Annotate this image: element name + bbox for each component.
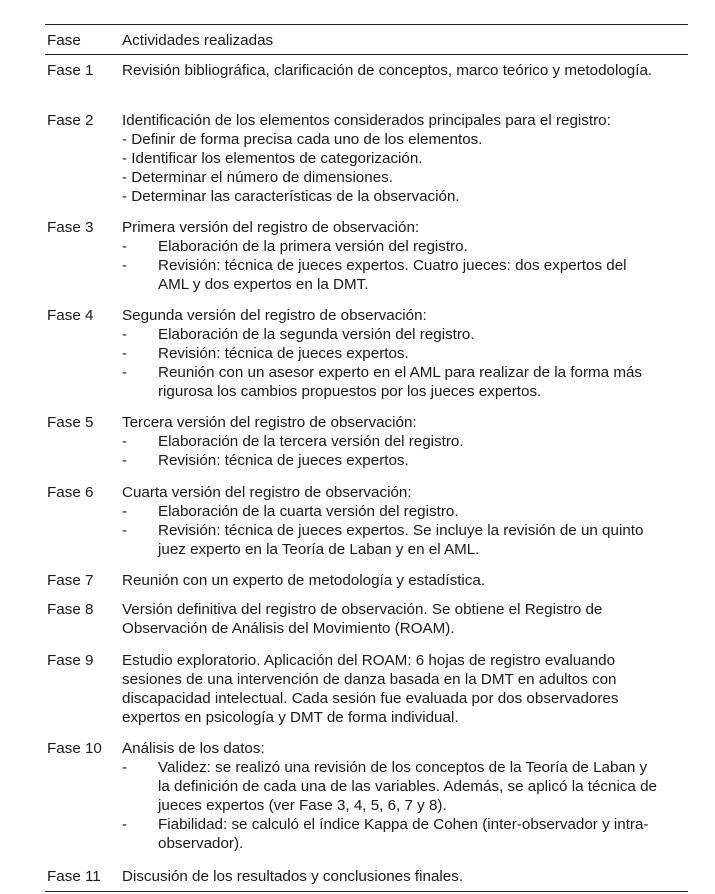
activity-cell — [122, 483, 688, 559]
bullet-list — [122, 758, 688, 853]
activity-line: discapacidad intelectual. Cada sesión fue evaluada por dos observadores — [122, 690, 619, 707]
phase-label: Fase 10 — [47, 740, 102, 757]
bullet-text: la definición de cada una de las variables. Además, se aplicó la técnica de — [158, 778, 657, 795]
bullet-text: juez experto en la Teoría de Laban y en el AML. — [158, 541, 480, 558]
bullet-text: Revisión: técnica de jueces expertos. — [158, 345, 409, 362]
bullet-dash: - — [122, 345, 128, 362]
header-activities: Actividades realizadas — [122, 32, 274, 49]
header-rule — [45, 54, 688, 55]
activity-cell — [122, 739, 688, 853]
activity-line: - Identificar los elementos de categorización. — [122, 150, 423, 167]
activity-line: Discusión de los resultados y conclusiones finales. — [122, 868, 464, 885]
activity-cell — [122, 571, 688, 590]
header-phase: Fase — [47, 32, 81, 49]
bullet-dash: - — [122, 238, 128, 255]
bullet-list — [122, 432, 688, 470]
activity-cell — [122, 600, 688, 638]
bullet-dash: - — [122, 503, 128, 520]
bullet-dash: - — [122, 364, 128, 381]
bullet-item — [122, 363, 688, 401]
bullet-text: Reunión con un asesor experto en el AML para realizar de la forma más — [158, 364, 643, 381]
bullet-item — [122, 758, 688, 815]
activity-line: Reunión con un experto de metodología y estadística. — [122, 572, 486, 589]
activity-cell — [122, 413, 688, 470]
phase-label: Fase 8 — [47, 601, 94, 618]
activity-line: - Determinar el número de dimensiones. — [122, 169, 393, 186]
bullet-text: Revisión: técnica de jueces expertos. — [158, 452, 409, 469]
phase-label: Fase 3 — [47, 219, 94, 236]
bullet-item — [122, 521, 688, 559]
activity-line: Versión definitiva del registro de observación. Se obtiene el Registro de — [122, 601, 603, 618]
activity-line: sesiones de una intervención de danza basada en la DMT en adultos con — [122, 671, 617, 688]
activity-cell — [122, 651, 688, 727]
bullet-dash: - — [122, 759, 128, 776]
bullet-text: AML y dos expertos en la DMT. — [158, 276, 369, 293]
activity-line: Observación de Análisis del Movimiento (ROAM). — [122, 620, 455, 637]
activity-line: Análisis de los datos: — [122, 740, 265, 757]
bullet-item — [122, 237, 688, 256]
bullet-dash: - — [122, 257, 128, 274]
activity-cell — [122, 111, 688, 206]
bullet-item — [122, 432, 688, 451]
bullet-text: Revisión: técnica de jueces expertos. Se incluye la revisión de un quinto — [158, 522, 644, 539]
activity-line: Cuarta versión del registro de observación: — [122, 484, 412, 501]
phase-label: Fase 7 — [47, 572, 94, 589]
bullet-text: observador). — [158, 835, 244, 852]
activity-line: - Definir de forma precisa cada uno de los elementos. — [122, 131, 483, 148]
bullet-dash: - — [122, 452, 128, 469]
bullet-text: Revisión: técnica de jueces expertos. Cuatro jueces: dos expertos del — [158, 257, 627, 274]
activity-line: Estudio exploratorio. Aplicación del ROAM: 6 hojas de registro evaluando — [122, 652, 616, 669]
activity-cell — [122, 867, 688, 886]
activity-line: Identificación de los elementos considerados principales para el registro: — [122, 112, 611, 129]
top-rule — [45, 24, 688, 25]
phase-label: Fase 9 — [47, 652, 94, 669]
bullet-text: jueces expertos (ver Fase 3, 4, 5, 6, 7 y 8). — [158, 797, 447, 814]
bullet-item — [122, 256, 688, 294]
bullet-dash: - — [122, 433, 128, 450]
bullet-item — [122, 451, 688, 470]
bullet-item — [122, 502, 688, 521]
bullet-text: Elaboración de la tercera versión del registro. — [158, 433, 464, 450]
activity-cell — [122, 61, 688, 80]
bullet-list — [122, 325, 688, 401]
phase-label: Fase 4 — [47, 307, 94, 324]
bullet-text: Elaboración de la cuarta versión del registro. — [158, 503, 459, 520]
bullet-dash: - — [122, 326, 128, 343]
bullet-list — [122, 502, 688, 559]
bullet-item — [122, 325, 688, 344]
bullet-dash: - — [122, 816, 128, 833]
activity-cell — [122, 218, 688, 294]
bottom-rule — [45, 891, 688, 892]
activity-line: Tercera versión del registro de observación: — [122, 414, 417, 431]
activity-line: Segunda versión del registro de observación: — [122, 307, 427, 324]
phase-label: Fase 1 — [47, 62, 94, 79]
bullet-text: Elaboración de la primera versión del registro. — [158, 238, 468, 255]
bullet-text: rigurosa los cambios propuestos por los jueces expertos. — [158, 383, 542, 400]
activity-line: Primera versión del registro de observación: — [122, 219, 420, 236]
phase-label: Fase 2 — [47, 112, 94, 129]
activity-cell — [122, 306, 688, 401]
activity-line: - Determinar las características de la observación. — [122, 188, 460, 205]
phase-label: Fase 6 — [47, 484, 94, 501]
activity-line: Revisión bibliográfica, clarificación de conceptos, marco teórico y metodología. — [122, 62, 653, 79]
bullet-dash: - — [122, 522, 128, 539]
bullet-text: Validez: se realizó una revisión de los conceptos de la Teoría de Laban y — [158, 759, 648, 776]
activity-line: expertos en psicología y DMT de forma individual. — [122, 709, 459, 726]
bullet-item — [122, 815, 688, 853]
bullet-text: Fiabilidad: se calculó el índice Kappa de Cohen (inter-observador y intra- — [158, 816, 649, 833]
bullet-item — [122, 344, 688, 363]
phase-label: Fase 11 — [47, 868, 101, 885]
bullet-text: Elaboración de la segunda versión del registro. — [158, 326, 475, 343]
phase-label: Fase 5 — [47, 414, 94, 431]
bullet-list — [122, 237, 688, 294]
